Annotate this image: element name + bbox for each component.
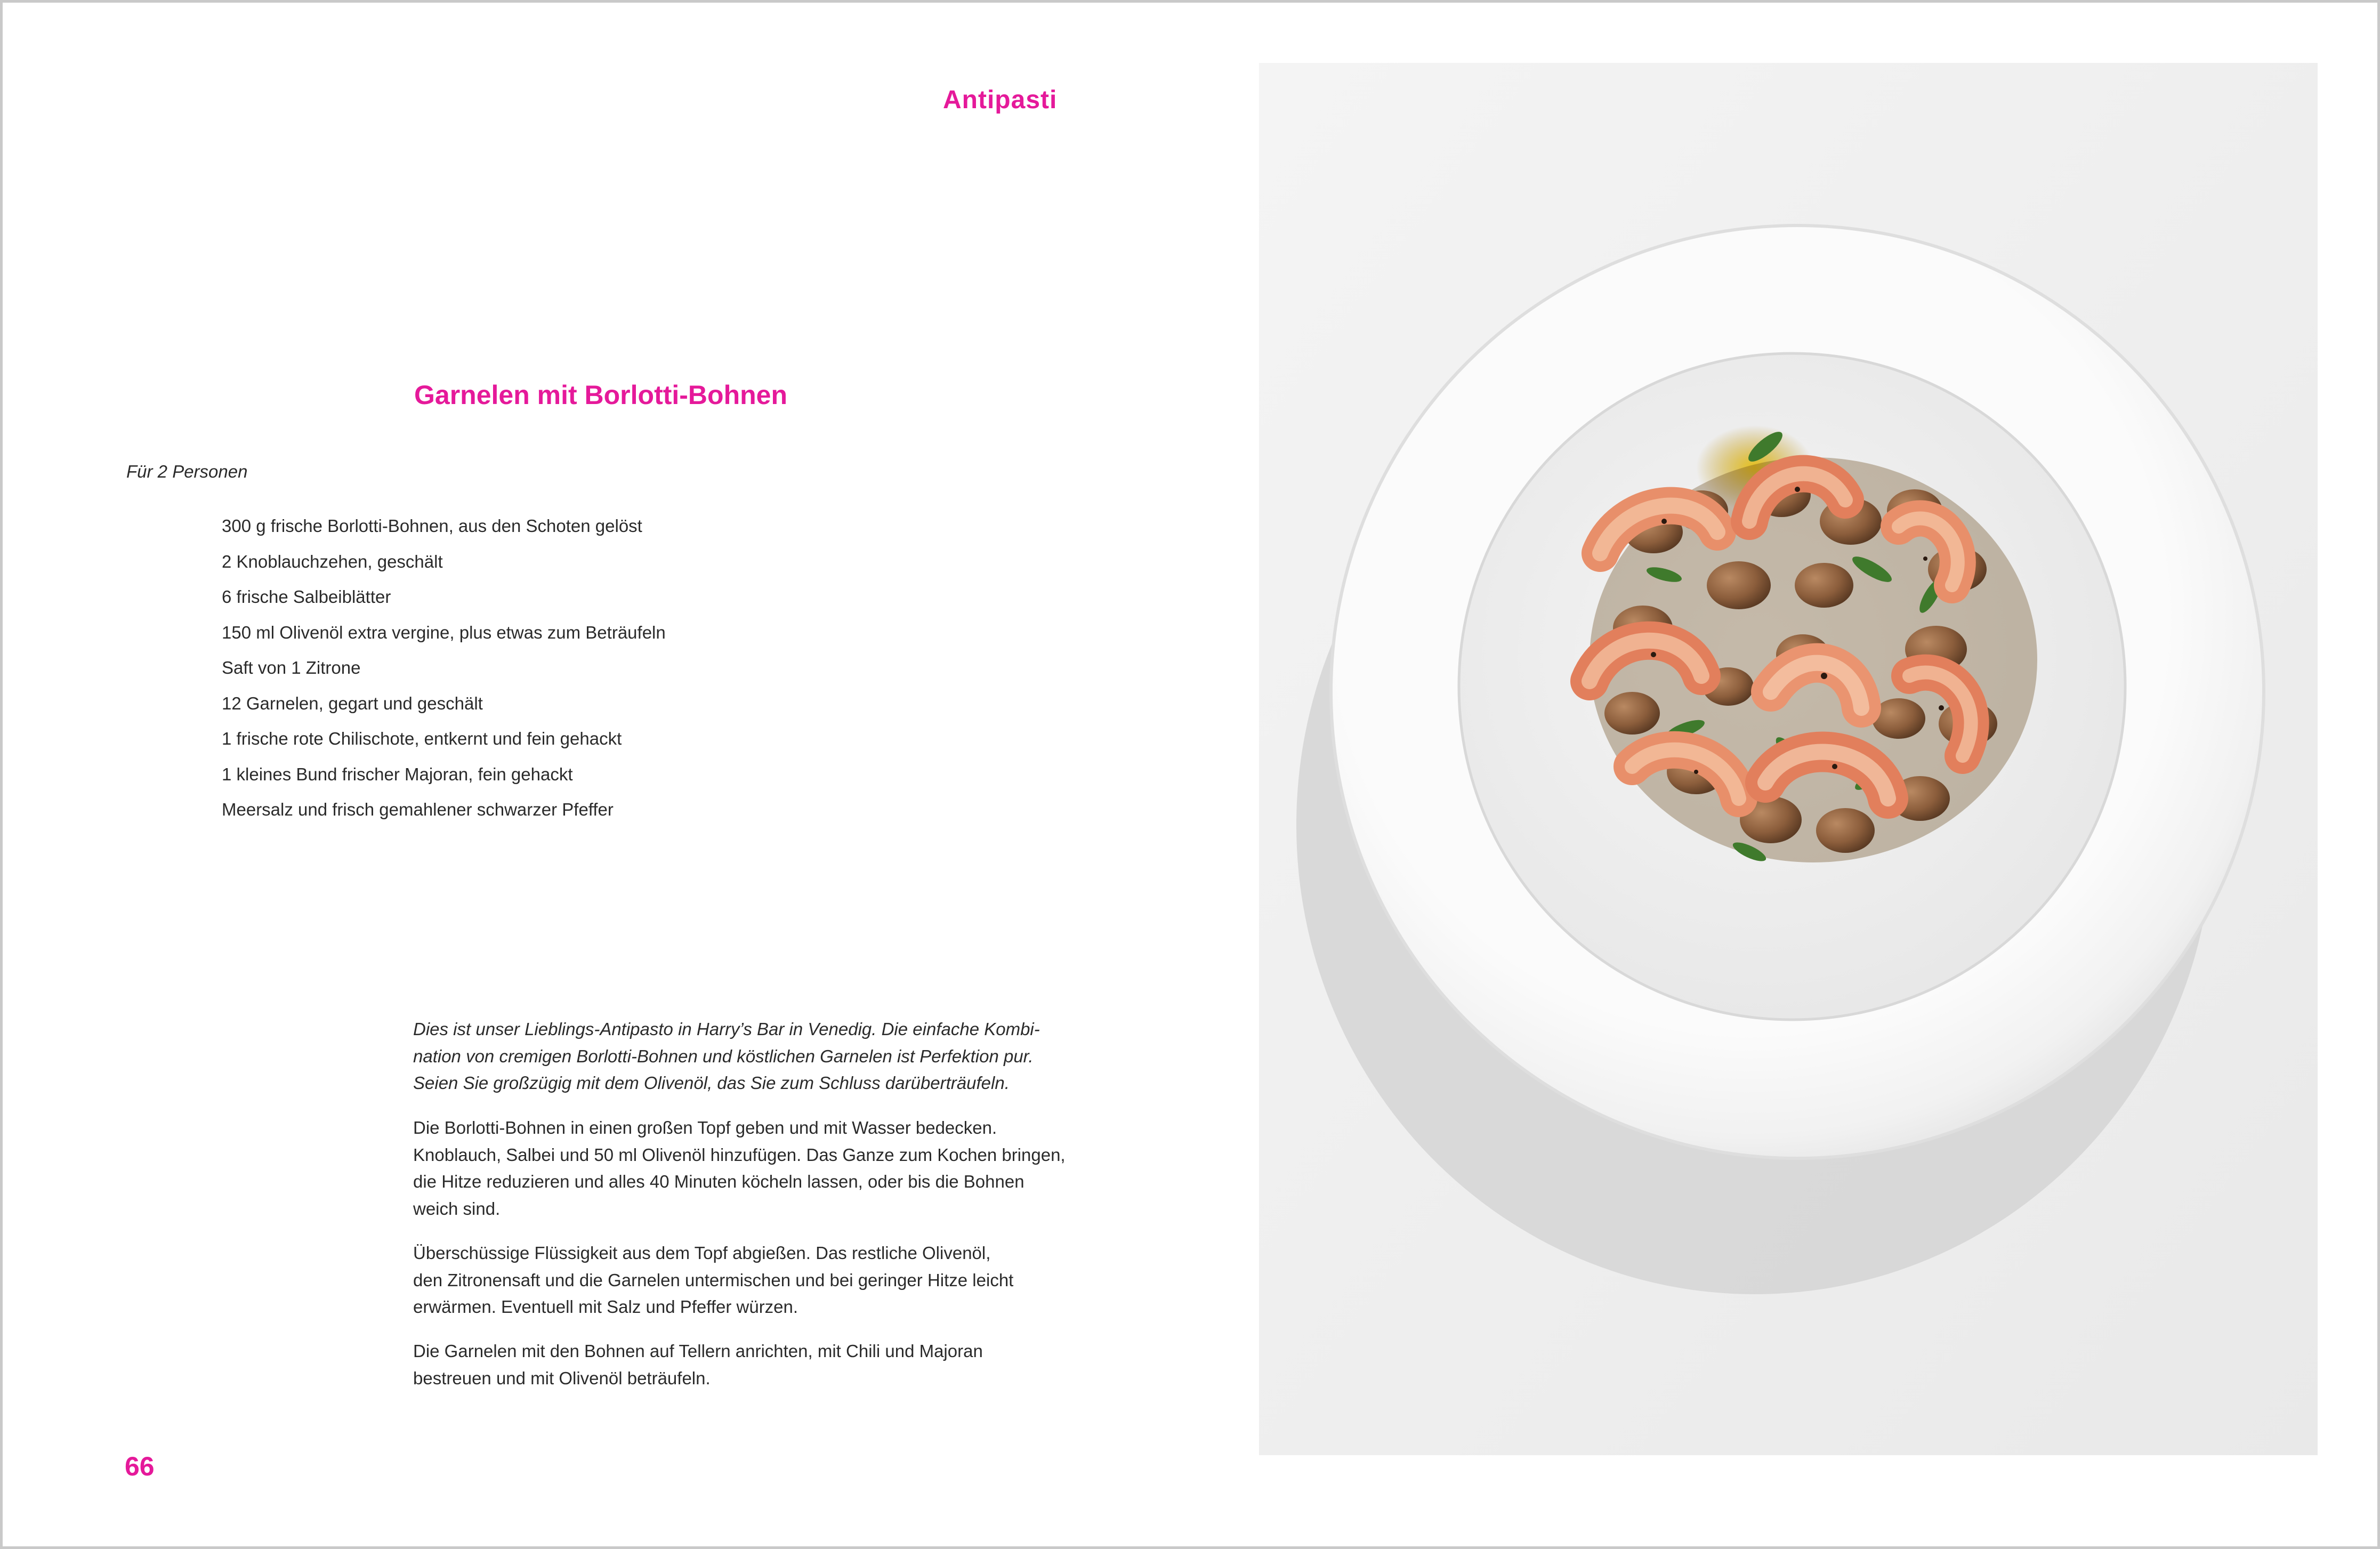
method-line: die Hitze reduzieren und alles 40 Minuten köcheln lassen, oder bis die Bohnen bbox=[413, 1172, 1024, 1191]
section-label: Antipasti bbox=[943, 86, 1058, 114]
page-number: 66 bbox=[125, 1451, 155, 1481]
ingredient-item: Meersalz und frisch gemahlener schwarzer Pfeffer bbox=[222, 800, 614, 819]
method-line: bestreuen und mit Olivenöl beträufeln. bbox=[413, 1368, 711, 1388]
method-line: den Zitronensaft und die Garnelen untermischen und bei geringer Hitze leicht bbox=[413, 1270, 1014, 1290]
method-line: Die Borlotti-Bohnen in einen großen Topf geben und mit Wasser bedecken. bbox=[413, 1118, 997, 1137]
intro-line: Dies ist unser Lieblings-Antipasto in Harry’s Bar in Venedig. Die einfache Kombi- bbox=[413, 1019, 1040, 1039]
ingredient-item: 1 kleines Bund frischer Majoran, fein gehackt bbox=[222, 764, 573, 784]
ingredient-item: 1 frische rote Chilischote, entkernt und fein gehackt bbox=[222, 729, 622, 748]
method-step-1 bbox=[413, 1115, 1079, 1222]
ingredient-item: 150 ml Olivenöl extra vergine, plus etwas zum Beträufeln bbox=[222, 622, 666, 642]
dish-photo bbox=[1259, 63, 2318, 1455]
ingredient-item: 12 Garnelen, gegart und geschält bbox=[222, 693, 483, 713]
intro-line: nation von cremigen Borlotti-Bohnen und köstlichen Garnelen ist Perfektion pur. bbox=[413, 1046, 1034, 1066]
ingredient-item: Saft von 1 Zitrone bbox=[222, 658, 361, 677]
servings-line: Für 2 Personen bbox=[126, 462, 248, 481]
ingredient-item: 300 g frische Borlotti-Bohnen, aus den Schoten gelöst bbox=[222, 516, 642, 536]
intro-line: Seien Sie großzügig mit dem Olivenöl, das Sie zum Schluss darüberträufeln. bbox=[413, 1073, 1010, 1093]
method-line: Die Garnelen mit den Bohnen auf Tellern anrichten, mit Chili und Majoran bbox=[413, 1341, 983, 1361]
ingredient-list bbox=[222, 513, 666, 832]
method-step-3 bbox=[413, 1338, 1079, 1392]
ingredient-item: 2 Knoblauchzehen, geschält bbox=[222, 551, 443, 571]
intro-paragraph bbox=[413, 1016, 1079, 1097]
method-line: weich sind. bbox=[413, 1198, 501, 1219]
method-step-2 bbox=[413, 1240, 1079, 1321]
recipe-title: Garnelen mit Borlotti-Bohnen bbox=[414, 380, 787, 410]
method-line: Überschüssige Flüssigkeit aus dem Topf abgießen. Das restliche Olivenöl, bbox=[413, 1243, 991, 1263]
method-line: erwärmen. Eventuell mit Salz und Pfeffer würzen. bbox=[413, 1297, 798, 1317]
ingredient-item: 6 frische Salbeiblätter bbox=[222, 587, 391, 607]
method-line: Knoblauch, Salbei und 50 ml Olivenöl hinzufügen. Das Ganze zum Kochen bringen, bbox=[413, 1144, 1066, 1165]
dish-photo-illustration bbox=[1259, 63, 2318, 1455]
